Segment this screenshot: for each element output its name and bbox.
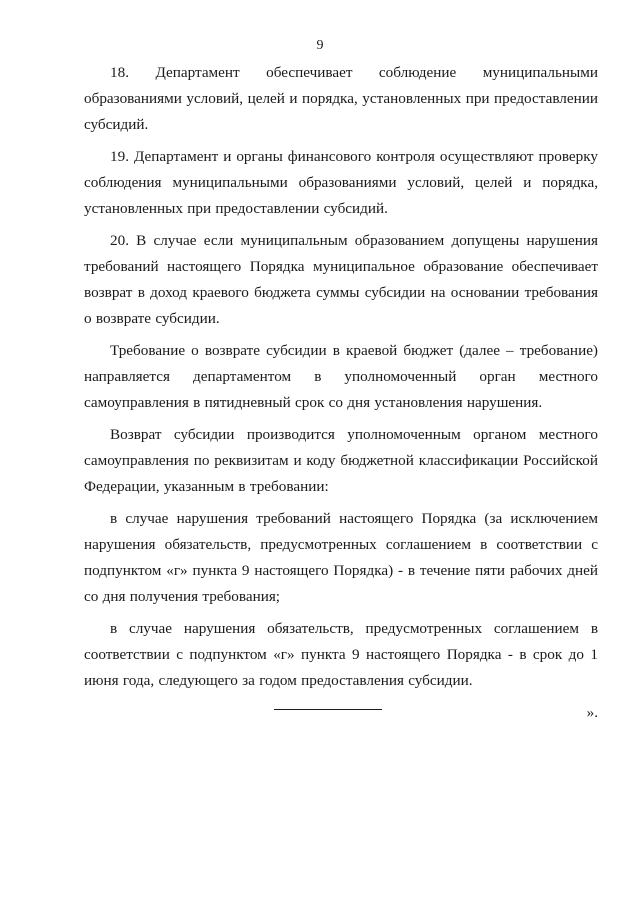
- paragraph-refund-case-1: в случае нарушения требований настоящего Порядка (за исключением нарушения обязательств, предусмотренных соглашением в соответствии с подпунктом «г» пункта 9 настоящего Порядка) - в течение пяти рабочих дней со дня получения требования;: [84, 510, 598, 605]
- paragraph-refund: Возврат субсидии производится уполномоченным органом местного самоуправления по реквизитам и коду бюджетной классификации Российской Федерации, указанным в требовании:: [84, 426, 598, 495]
- page-number: 9: [316, 38, 324, 53]
- paragraph-20: 20. В случае если муниципальным образованием допущены нарушения требований настоящего Порядка муниципальное образование обеспечивает возврат в доход краевого бюджета суммы субсидии на основании требования о возврате субсидии.: [84, 232, 598, 327]
- paragraph-requirement: Требование о возврате субсидии в краевой бюджет (далее – требование) направляется департаментом в уполномоченный орган местного самоуправления в пятидневный срок со дня установления нарушения.: [84, 342, 598, 411]
- document-body: [84, 60, 598, 726]
- end-separator-line: [274, 709, 382, 710]
- closing-quote-mark: ».: [586, 704, 598, 721]
- paragraph-18: 18. Департамент обеспечивает соблюдение муниципальными образованиями условий, целей и порядка, установленных при предоставлении субсидий.: [84, 64, 598, 133]
- paragraph-19: 19. Департамент и органы финансового контроля осуществляют проверку соблюдения муниципальными образованиями условий, целей и порядка, установленных при предоставлении субсидий.: [84, 148, 598, 217]
- paragraph-refund-case-2: в случае нарушения обязательств, предусмотренных соглашением в соответствии с подпунктом «г» пункта 9 настоящего Порядка - в срок до 1 июня года, следующего за годом предоставления субсидии.: [84, 620, 598, 689]
